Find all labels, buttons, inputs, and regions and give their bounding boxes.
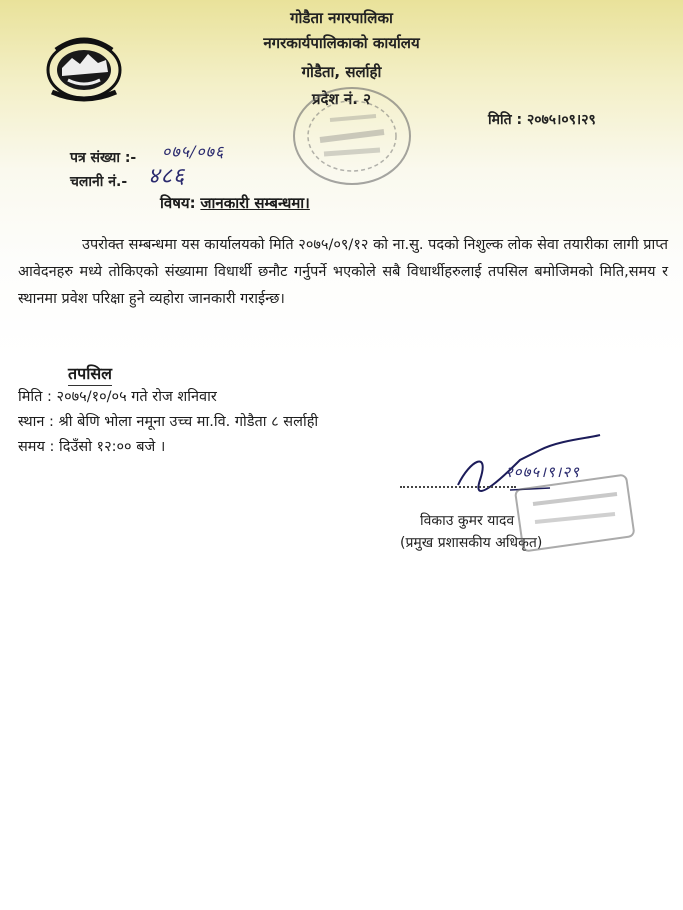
province-name: प्रदेश नं. २ <box>312 90 371 108</box>
patra-sankhya-label: पत्र संख्या :- <box>70 150 137 166</box>
subject-text: जानकारी सम्बन्धमा। <box>200 194 310 212</box>
chalani-label: चलानी नं.- <box>70 174 128 190</box>
tapasil-heading: तपसिल <box>68 362 112 386</box>
tapasil-time-row: समय : दिउँसो १२:०० बजे । <box>18 439 166 455</box>
office-name: नगरकार्यपालिकाको कार्यालय <box>263 34 420 52</box>
signature-line <box>400 486 516 488</box>
letter-date: मिति : २०७५।०९।२९ <box>488 112 596 128</box>
tapasil-venue-row: स्थान : श्री बेणि भोला नमूना उच्च मा.वि. गोडैता ८ सर्लाही <box>18 414 319 430</box>
tapasil-date-row: मिति : २०७५/१०/०५ गते रोज शनिवार <box>18 389 217 405</box>
officer-stamp <box>505 470 645 560</box>
signer-name: विकाउ कुमर यादव <box>420 513 515 529</box>
signer-designation: (प्रमुख प्रशासकीय अधिकृत) <box>400 535 543 551</box>
org-name: गोडैता नगरपालिका <box>290 9 393 27</box>
office-location: गोडैता, सर्लाही <box>301 63 382 81</box>
patra-sankhya-value: ०७५/०७६ <box>162 142 225 161</box>
subject-line <box>160 193 310 213</box>
office-seal-stamp <box>290 80 420 190</box>
subject-label: विषय: <box>160 194 196 212</box>
body-paragraph: उपरोक्त सम्बन्धमा यस कार्यालयको मिति २०७५/०९/१२ को ना.सु. पदको निशुल्क लोक सेवा तयारीका लागी प्राप्त आवेदनहरु मध्ये तोकिएको संख्यामा विधार्थी छनौट गर्नुपर्ने भएकोले सबै विधार्थीहरुलाई तपसिल बमोजिमको मिति,समय र स्थानमा प्रवेश परिक्षा हुने व्यहोरा जानकारी गराईन्छ। <box>18 237 668 307</box>
signature-date: २०७५।९।२९ <box>505 463 580 481</box>
chalani-value: ४८६ <box>148 164 186 189</box>
